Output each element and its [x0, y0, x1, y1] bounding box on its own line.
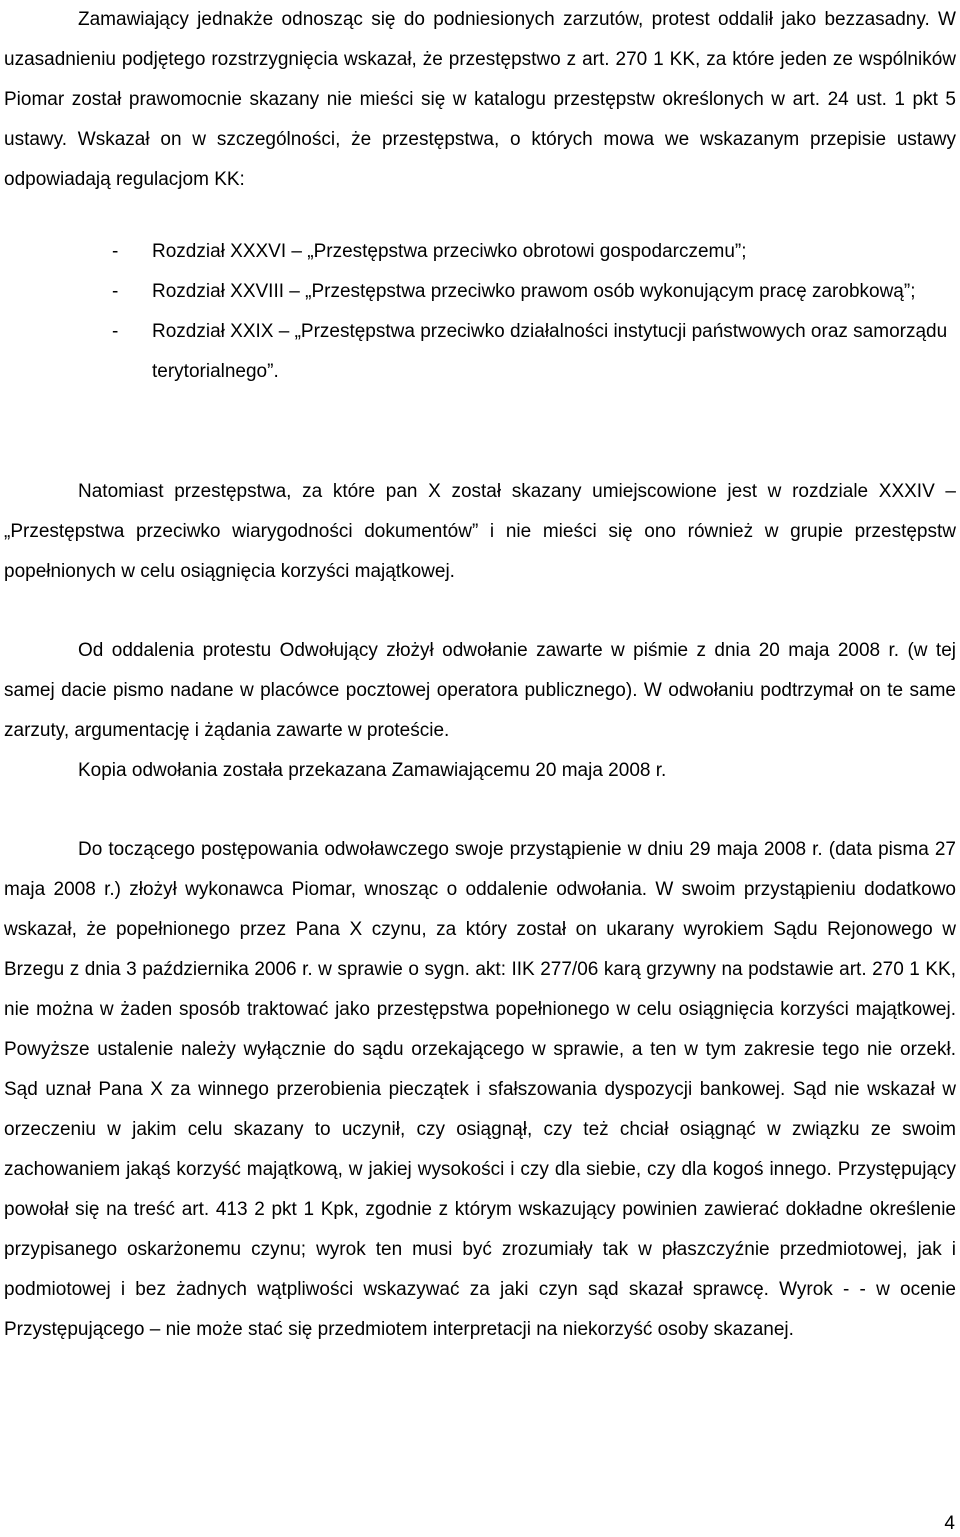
list-item-text: Rozdział XXIX – „Przestępstwa przeciwko działalności instytucji państwowych oraz samorządu terytorialnego”. — [152, 321, 948, 382]
page-number: 4 — [944, 1513, 955, 1534]
paragraph-offence-classification-text: Natomiast przestępstwa, za które pan X został skazany umiejscowione jest w rozdziale XXXIV – „Przestępstwa przeciwko wiarygodności dokumentów” i nie mieści się ono również w grupie przestępstw popełnionych w celu osiągnięcia korzyści majątkowej. — [4, 481, 956, 582]
list-item-text: Rozdział XXXVI – „Przestępstwa przeciwko obrotowi gospodarczemu”; — [152, 241, 747, 262]
paragraph-appeal — [4, 631, 956, 791]
paragraph-appeal-text: Od oddalenia protestu Odwołujący złożył odwołanie zawarte w piśmie z dnia 20 maja 2008 r. (w tej samej dacie pismo nadane w placówce pocztowej operatora publicznego). W odwołaniu podtrzymał on te same zarzuty, argumentację i żądania zawarte w proteście. — [4, 640, 956, 741]
list-dash: - — [112, 241, 119, 262]
list-item — [0, 272, 960, 312]
list-dash: - — [112, 281, 119, 302]
list-item — [0, 232, 960, 272]
paragraph-intervention-text: Do toczącego postępowania odwoławczego swoje przystąpienie w dniu 29 maja 2008 r. (data pisma 27 maja 2008 r.) złożył wykonawca Piomar, wnosząc o oddalenie odwołania. W swoim przystąpieniu dodatkowo wskazał, że popełnionego przez Pana X czynu, za który został on ukarany wyrokiem Sądu Rejonowego w Brzegu z dnia 3 października 2006 r. w sprawie o sygn. akt: IIK 277/06 karą grzywny na podstawie art. 270 1 KK, nie można w żaden sposób traktować jako przestępstwa popełnionego w celu osiągnięcia korzyści majątkowej. Powyższe ustalenie należy wyłącznie do sądu orzekającego w sprawie, a ten w tym zakresie tego nie orzekł. Sąd uznał Pana X za winnego przerobienia pieczątek i sfałszowania dyspozycji bankowej. Sąd nie wskazał w orzeczeniu w jakim celu skazany to uczynił, czy osiągnął, czy też chciał osiągnąć w związku ze swoim zachowaniem jakąś korzyść majątkową, w jakiej wysokości i czy dla siebie, czy dla kogoś innego. Przystępujący powołał się na treść art. 413 2 pkt 1 Kpk, zgodnie z którym wskazujący powinien zawierać dokładne określenie przypisanego oskarżonemu czynu; wyrok ten musi być zrozumiały tak w płaszczyźnie przedmiotowej, jak i podmiotowej i bez żadnych wątpliwości wskazywać za jaki czyn sąd skazał sprawcę. Wyrok - - w ocenie Przystępującego – nie może stać się przedmiotem interpretacji na niekorzyść osoby skazanej. — [4, 839, 956, 1340]
paragraph-protest-dismissal — [4, 0, 956, 200]
kk-chapters-list — [0, 232, 960, 392]
paragraph-intervention — [4, 830, 956, 1350]
paragraph-protest-dismissal-text: Zamawiający jednakże odnosząc się do podniesionych zarzutów, protest oddalił jako bezzasadny. W uzasadnieniu podjętego rozstrzygnięcia wskazał, że przestępstwo z art. 270 1 KK, za które jeden ze wspólników Piomar został prawomocnie skazany nie mieści się w katalogu przestępstw określonych w art. 24 ust. 1 pkt 5 ustawy. Wskazał on w szczególności, że przestępstwa, o których mowa we wskazanym przepisie ustawy odpowiadają regulacjom KK: — [4, 9, 956, 190]
list-item-text: Rozdział XXVIII – „Przestępstwa przeciwko prawom osób wykonującym pracę zarobkową”; — [152, 281, 916, 302]
paragraph-appeal-copy-text: Kopia odwołania została przekazana Zamawiającemu 20 maja 2008 r. — [78, 760, 667, 781]
paragraph-offence-classification — [4, 472, 956, 592]
list-dash: - — [112, 321, 119, 342]
list-item — [0, 312, 960, 392]
